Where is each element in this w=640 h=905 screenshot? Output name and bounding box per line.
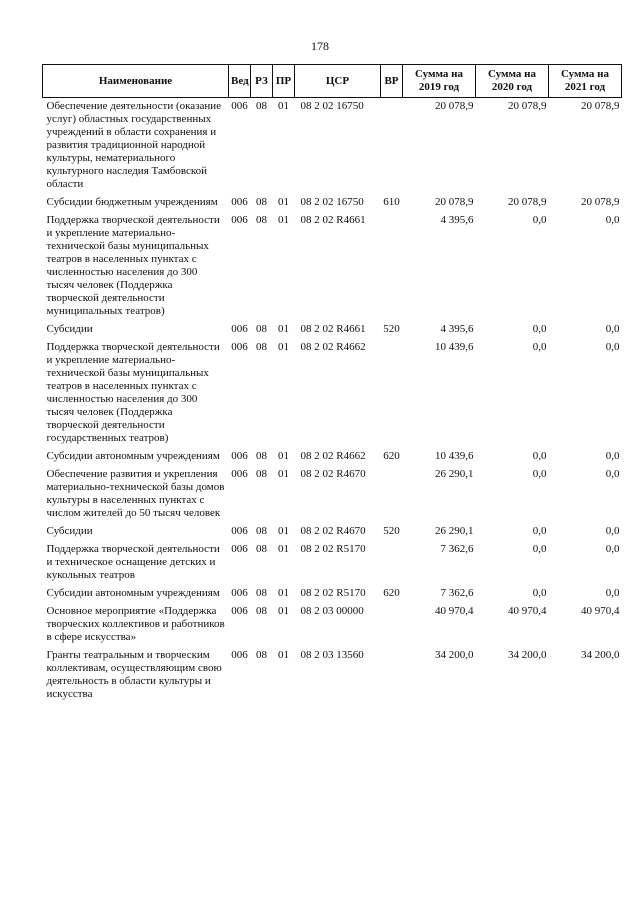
row-ved: 006 xyxy=(231,450,248,462)
row-vr xyxy=(381,647,403,704)
row-csr: 08 2 02 16750 xyxy=(300,196,364,208)
row-csr: 08 2 02 R4661 xyxy=(300,323,366,335)
row-pr: 01 xyxy=(278,100,289,112)
row-pr: 01 xyxy=(278,543,289,555)
row-sum-2020: 0,0 xyxy=(532,341,547,353)
row-sum-2020: 0,0 xyxy=(532,587,547,599)
header-sum-2020: Сумма на 2020 год xyxy=(476,65,549,98)
row-rz: 08 xyxy=(256,468,267,480)
row-vr: 620 xyxy=(383,450,400,462)
row-csr: 08 2 02 R4662 xyxy=(300,450,366,462)
row-sum-2021: 40 970,4 xyxy=(581,605,620,617)
row-ved: 006 xyxy=(231,649,248,661)
table-row xyxy=(43,541,622,585)
row-sum-2019: 7 362,6 xyxy=(440,543,474,555)
row-vr xyxy=(381,339,403,448)
row-vr xyxy=(381,541,403,585)
row-sum-2020: 0,0 xyxy=(532,468,547,480)
table-row xyxy=(43,603,622,647)
row-rz: 08 xyxy=(256,323,267,335)
row-pr: 01 xyxy=(278,587,289,599)
row-sum-2021: 0,0 xyxy=(605,543,620,555)
row-ved: 006 xyxy=(231,323,248,335)
row-pr: 01 xyxy=(278,649,289,661)
row-sum-2019: 34 200,0 xyxy=(435,649,474,661)
row-sum-2020: 20 078,9 xyxy=(508,196,547,208)
row-name: Субсидии бюджетным учреждениям xyxy=(46,196,218,208)
row-name: Поддержка творческой деятельности и техническое оснащение детских и кукольных театров xyxy=(46,543,220,581)
row-sum-2021: 0,0 xyxy=(605,587,620,599)
row-ved: 006 xyxy=(231,605,248,617)
header-ved: Вед xyxy=(229,65,251,98)
row-rz: 08 xyxy=(256,214,267,226)
row-rz: 08 xyxy=(256,543,267,555)
header-rz: РЗ xyxy=(251,65,273,98)
row-name: Основное мероприятие «Поддержка творческих коллективов и работников в сфере искусства» xyxy=(46,605,225,643)
header-vr: ВР xyxy=(381,65,403,98)
row-vr xyxy=(381,603,403,647)
row-sum-2021: 0,0 xyxy=(605,525,620,537)
row-name: Субсидии xyxy=(46,525,93,537)
row-sum-2019: 4 395,6 xyxy=(440,323,474,335)
table-row xyxy=(43,339,622,448)
table-row xyxy=(43,321,622,339)
row-csr: 08 2 03 13560 xyxy=(300,649,364,661)
row-sum-2021: 20 078,9 xyxy=(581,100,620,112)
row-rz: 08 xyxy=(256,525,267,537)
row-pr: 01 xyxy=(278,323,289,335)
header-name: Наименование xyxy=(43,65,229,98)
row-ved: 006 xyxy=(231,214,248,226)
table-body xyxy=(43,98,622,705)
header-csr: ЦСР xyxy=(295,65,381,98)
row-name: Субсидии xyxy=(46,323,93,335)
row-sum-2019: 7 362,6 xyxy=(440,587,474,599)
row-sum-2019: 10 439,6 xyxy=(435,450,474,462)
page-number: 178 xyxy=(311,39,329,53)
row-sum-2021: 20 078,9 xyxy=(581,196,620,208)
row-sum-2019: 20 078,9 xyxy=(435,196,474,208)
header-sum-2021: Сумма на 2021 год xyxy=(549,65,622,98)
row-sum-2021: 34 200,0 xyxy=(581,649,620,661)
row-csr: 08 2 03 00000 xyxy=(300,605,364,617)
row-name: Субсидии автономным учреждениям xyxy=(46,450,220,462)
row-ved: 006 xyxy=(231,525,248,537)
row-pr: 01 xyxy=(278,450,289,462)
row-sum-2021: 0,0 xyxy=(605,323,620,335)
table-row xyxy=(43,585,622,603)
row-sum-2020: 0,0 xyxy=(532,214,547,226)
table-row xyxy=(43,212,622,321)
table-header-row xyxy=(43,65,622,98)
row-sum-2019: 4 395,6 xyxy=(440,214,474,226)
row-rz: 08 xyxy=(256,196,267,208)
row-csr: 08 2 02 16750 xyxy=(300,100,364,112)
row-rz: 08 xyxy=(256,100,267,112)
table-row xyxy=(43,523,622,541)
row-name: Обеспечение деятельности (оказание услуг) областных государственных учреждений в области сохранения и развития традиционной народной культуры, нематериального культурного наследия Тамбовской области xyxy=(46,100,222,190)
row-sum-2021: 0,0 xyxy=(605,468,620,480)
row-vr: 520 xyxy=(383,525,400,537)
table-row xyxy=(43,647,622,704)
row-sum-2020: 0,0 xyxy=(532,525,547,537)
row-rz: 08 xyxy=(256,605,267,617)
row-ved: 006 xyxy=(231,341,248,353)
row-csr: 08 2 02 R5170 xyxy=(300,543,366,555)
row-rz: 08 xyxy=(256,450,267,462)
row-sum-2019: 40 970,4 xyxy=(435,605,474,617)
row-sum-2021: 0,0 xyxy=(605,450,620,462)
row-name: Гранты театральным и творческим коллективам, осуществляющим свою деятельность в области культуры и искусства xyxy=(46,649,222,700)
row-pr: 01 xyxy=(278,214,289,226)
row-pr: 01 xyxy=(278,605,289,617)
row-ved: 006 xyxy=(231,196,248,208)
row-sum-2019: 26 290,1 xyxy=(435,468,474,480)
row-rz: 08 xyxy=(256,649,267,661)
row-sum-2020: 0,0 xyxy=(532,450,547,462)
table-row xyxy=(43,194,622,212)
row-sum-2019: 10 439,6 xyxy=(435,341,474,353)
row-sum-2021: 0,0 xyxy=(605,214,620,226)
row-name: Поддержка творческой деятельности и укрепление материально-технической базы муниципальных театров в населенных пунктах с численностью населения до 300 тысяч человек (Поддержка творческой деятельности государственных театров) xyxy=(46,341,220,444)
row-vr: 620 xyxy=(383,587,400,599)
row-pr: 01 xyxy=(278,468,289,480)
row-csr: 08 2 02 R4670 xyxy=(300,468,366,480)
row-ved: 006 xyxy=(231,468,248,480)
row-vr: 520 xyxy=(383,323,400,335)
row-pr: 01 xyxy=(278,341,289,353)
row-vr xyxy=(381,466,403,523)
row-vr xyxy=(381,212,403,321)
row-ved: 006 xyxy=(231,100,248,112)
table-row xyxy=(43,448,622,466)
row-pr: 01 xyxy=(278,196,289,208)
budget-table xyxy=(42,64,622,704)
row-name: Обеспечение развития и укрепления материально-технической базы домов культуры в населенных пунктах с числом жителей до 50 тысяч человек xyxy=(46,468,225,519)
row-pr: 01 xyxy=(278,525,289,537)
row-sum-2020: 0,0 xyxy=(532,323,547,335)
row-csr: 08 2 02 R5170 xyxy=(300,587,366,599)
row-sum-2019: 20 078,9 xyxy=(435,100,474,112)
row-ved: 006 xyxy=(231,543,248,555)
header-pr: ПР xyxy=(273,65,295,98)
row-sum-2020: 0,0 xyxy=(532,543,547,555)
row-name: Субсидии автономным учреждениям xyxy=(46,587,220,599)
row-sum-2020: 34 200,0 xyxy=(508,649,547,661)
table-row xyxy=(43,98,622,195)
row-name: Поддержка творческой деятельности и укрепление материально-технической базы муниципальных театров в населенных пунктах с численностью населения до 300 тысяч человек (Поддержка творческой деятельности муниципальных театров) xyxy=(46,214,220,317)
row-rz: 08 xyxy=(256,587,267,599)
row-sum-2020: 40 970,4 xyxy=(508,605,547,617)
row-vr xyxy=(381,98,403,195)
table-row xyxy=(43,466,622,523)
row-rz: 08 xyxy=(256,341,267,353)
row-ved: 006 xyxy=(231,587,248,599)
row-sum-2019: 26 290,1 xyxy=(435,525,474,537)
row-sum-2020: 20 078,9 xyxy=(508,100,547,112)
row-sum-2021: 0,0 xyxy=(605,341,620,353)
header-sum-2019: Сумма на 2019 год xyxy=(403,65,476,98)
row-csr: 08 2 02 R4661 xyxy=(300,214,366,226)
row-csr: 08 2 02 R4670 xyxy=(300,525,366,537)
row-csr: 08 2 02 R4662 xyxy=(300,341,366,353)
row-vr: 610 xyxy=(383,196,400,208)
